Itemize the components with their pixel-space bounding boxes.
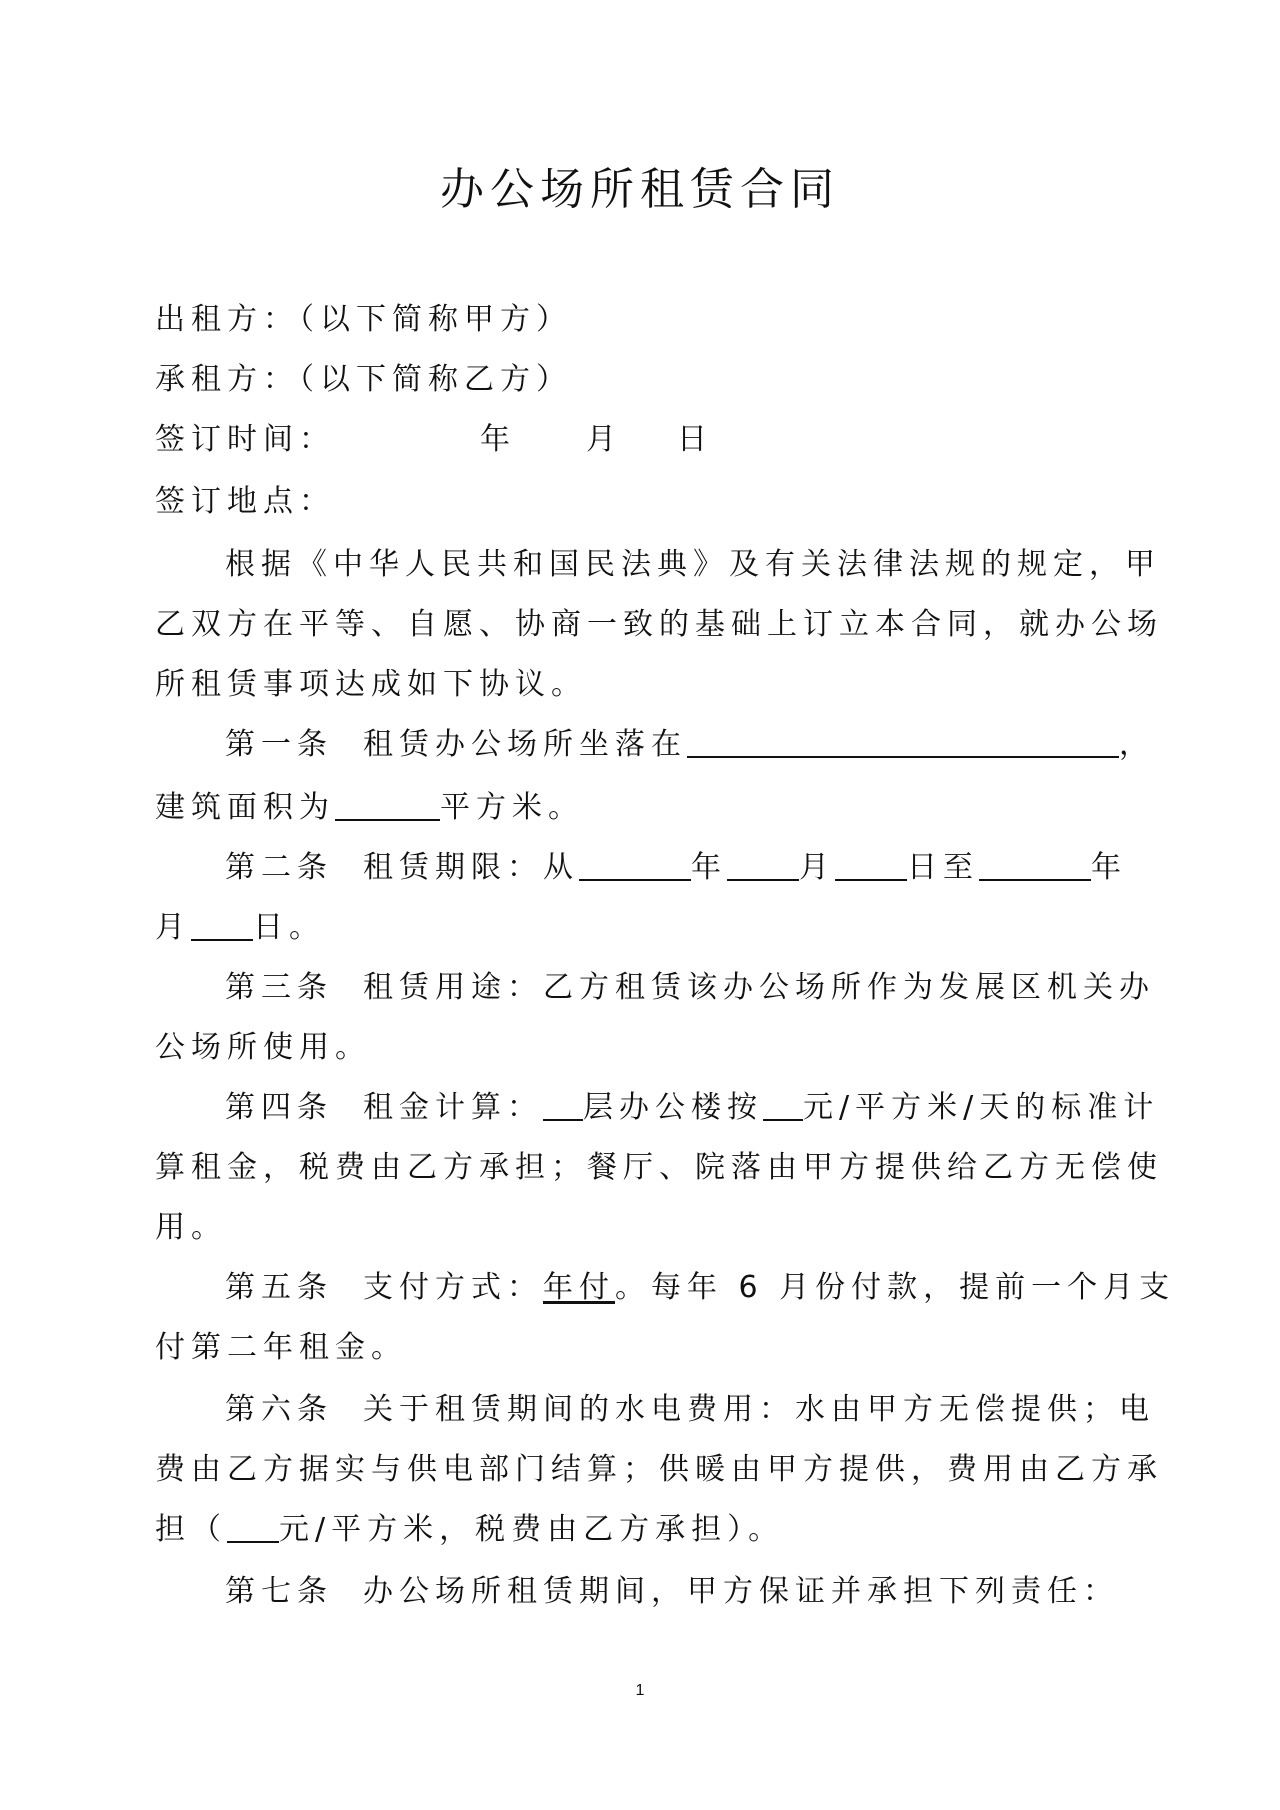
lessor-line: 出租方：（以下简称甲方）	[155, 302, 572, 337]
end-day-blank[interactable]	[191, 909, 253, 941]
article-1-line-2	[155, 788, 1135, 828]
article-5-line-1	[225, 1268, 1176, 1308]
payment-text: 。每年 6 月份付款，提前一个月支	[615, 1270, 1176, 1305]
article-6-line-3	[155, 1510, 1135, 1550]
sign-time-year: 年	[480, 422, 516, 457]
rate-blank[interactable]	[763, 1089, 803, 1121]
sign-time-line	[155, 420, 1135, 460]
rent-rate-text: 元/平方米/天的标准计	[803, 1090, 1160, 1125]
article-5-heading: 第五条	[225, 1270, 333, 1305]
article-5-line-2: 付第二年租金。	[155, 1330, 407, 1365]
rent-floor-text: 层办公楼按	[583, 1090, 763, 1125]
article-6-heading: 第六条	[225, 1392, 333, 1427]
article-6-line-1	[225, 1390, 1155, 1430]
article-3-line-2: 公场所使用。	[155, 1030, 371, 1065]
article-7-line-1	[225, 1572, 1135, 1612]
article-2-heading: 第二条	[225, 850, 333, 885]
preamble-line-2: 乙双方在平等、自愿、协商一致的基础上订立本合同，就办公场	[155, 607, 1163, 642]
location-blank[interactable]	[687, 726, 1119, 758]
preamble-line-3: 所租赁事项达成如下协议。	[155, 667, 587, 702]
sign-place-line: 签订地点：	[155, 484, 335, 519]
sign-time-day: 日	[677, 422, 713, 457]
article-1-heading: 第一条	[225, 727, 333, 762]
start-day-label: 日至	[907, 850, 979, 885]
article-4-line-2: 算租金，税费由乙方承担；餐厅、院落由甲方提供给乙方无偿使	[155, 1150, 1163, 1185]
article-4-heading: 第四条	[225, 1090, 333, 1125]
rent-calc-label: 租金计算：	[363, 1090, 543, 1125]
heating-text-start: 担（	[155, 1512, 227, 1547]
article-7-heading: 第七条	[225, 1574, 333, 1609]
lessee-line: 承租方：（以下简称乙方）	[155, 362, 572, 397]
article-3-text: 租赁用途：乙方租赁该办公场所作为发展区机关办	[363, 970, 1155, 1005]
start-year-label: 年	[691, 850, 727, 885]
article-1-line-1	[225, 725, 1155, 765]
end-day-label: 日。	[253, 910, 325, 945]
end-year-label: 年	[1091, 850, 1127, 885]
start-year-blank[interactable]	[579, 849, 691, 881]
payment-method-value: 年付	[543, 1270, 615, 1305]
term-label: 租赁期限：从	[363, 850, 579, 885]
article-2-line-1	[225, 848, 1135, 888]
heating-text-end: 元/平方米，税费由乙方承担）。	[279, 1512, 785, 1547]
area-label: 建筑面积为	[155, 790, 335, 825]
document-title: 办公场所租赁合同	[440, 164, 840, 215]
sign-time-month: 月	[586, 422, 622, 457]
area-blank[interactable]	[335, 789, 440, 821]
start-day-blank[interactable]	[835, 849, 907, 881]
preamble-line-1: 根据《中华人民共和国民法典》及有关法律法规的规定，甲	[225, 547, 1161, 582]
start-month-label: 月	[799, 850, 835, 885]
article-2-line-2	[155, 908, 1135, 948]
article-4-line-3: 用。	[155, 1210, 227, 1245]
sign-time-label: 签订时间：	[155, 422, 335, 457]
end-month-label: 月	[155, 910, 191, 945]
heating-rate-blank[interactable]	[227, 1511, 279, 1543]
page-number: 1	[635, 1682, 645, 1699]
article-7-text: 办公场所租赁期间，甲方保证并承担下列责任：	[363, 1574, 1119, 1609]
article-1-comma: ，	[1119, 727, 1155, 762]
article-4-line-1	[225, 1088, 1160, 1128]
payment-label: 支付方式：	[363, 1270, 543, 1305]
area-unit: 平方米。	[440, 790, 584, 825]
article-6-text: 关于租赁期间的水电费用：水由甲方无偿提供；电	[363, 1392, 1155, 1427]
article-3-line-1	[225, 968, 1155, 1008]
article-3-heading: 第三条	[225, 970, 333, 1005]
floor-blank[interactable]	[543, 1089, 583, 1121]
article-1-text: 租赁办公场所坐落在	[363, 727, 687, 762]
article-6-line-2: 费由乙方据实与供电部门结算；供暖由甲方提供，费用由乙方承	[155, 1452, 1163, 1487]
start-month-blank[interactable]	[727, 849, 799, 881]
end-year-blank[interactable]	[979, 849, 1091, 881]
